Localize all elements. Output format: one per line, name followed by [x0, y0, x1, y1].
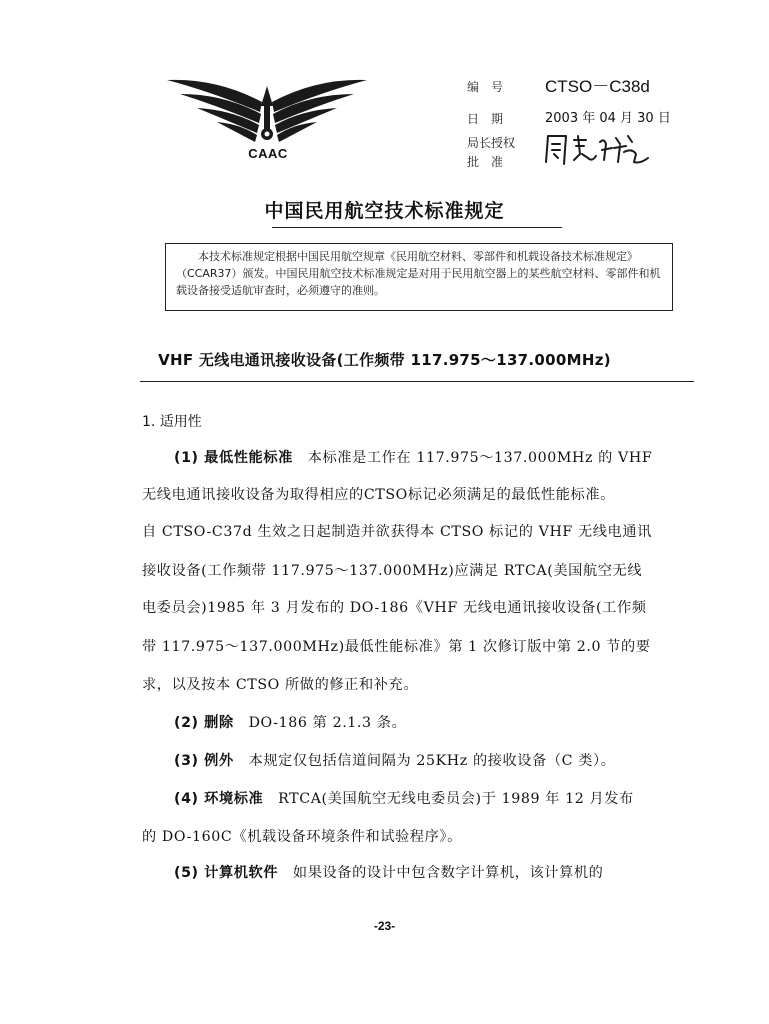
paragraph-line: 电委员会)1985 年 3 月发布的 DO-186《VHF 无线电通讯接收设备(工作频 — [142, 600, 647, 616]
section-heading: 1. 适用性 — [142, 414, 202, 430]
paragraph-label: (5) 计算机软件 — [174, 865, 279, 881]
paragraph-line: 带 117.975～137.000MHz)最低性能标准》第 1 次修订版中第 2.0 节的要 — [142, 639, 651, 655]
paragraph-line: (2) 删除 DO-186 第 2.1.3 条。 — [174, 715, 407, 731]
paragraph-line: 无线电通讯接收设备为取得相应的CTSO标记必须满足的最低性能标准。 — [142, 487, 615, 503]
handwritten-signature — [540, 128, 660, 170]
subtitle-rule — [140, 381, 694, 382]
approval-label-2: 批 准 — [467, 155, 504, 169]
paragraph-line: 的 DO-160C《机载设备环境条件和试验程序》。 — [142, 829, 462, 845]
title-underline — [272, 227, 562, 228]
document-title: 中国民用航空技术标准规定 — [264, 200, 505, 222]
notice-box: 本技术标准规定根据中国民用航空规章《民用航空材料、零部件和机载设备技术标准规定》（CCAR37）颁发。中国民用航空技术标准规定是对用于民用航空器上的某些航空材料、零部件和机载设备接受适航审查时，必须遵守的准则。 — [165, 243, 673, 311]
paragraph-label: (1) 最低性能标准 — [174, 450, 293, 466]
paragraph-line: 自 CTSO-C37d 生效之日起制造并欲获得本 CTSO 标记的 VHF 无线电通讯 — [142, 524, 652, 540]
page-number: -23- — [373, 919, 396, 933]
paragraph-label: (4) 环境标准 — [174, 791, 264, 807]
org-abbreviation: CAAC — [248, 146, 288, 161]
date-label: 日 期 — [467, 112, 504, 126]
paragraph-label: (3) 例外 — [174, 753, 234, 769]
approval-label-1: 局长授权 — [467, 136, 516, 150]
paragraph-line: (4) 环境标准 RTCA(美国航空无线电委员会)于 1989 年 12 月发布 — [174, 791, 634, 807]
paragraph-line: (5) 计算机软件 如果设备的设计中包含数字计算机，该计算机的 — [174, 865, 604, 881]
paragraph-line: (1) 最低性能标准 本标准是工作在 117.975～137.000MHz 的 VHF — [174, 450, 653, 466]
paragraph-line: 接收设备(工作频带 117.975～137.000MHz)应满足 RTCA(美国航空无线 — [142, 563, 643, 579]
paragraph-line: 求，以及按本 CTSO 所做的修正和补充。 — [142, 677, 419, 693]
standard-subtitle: VHF 无线电通讯接收设备(工作频带 117.975～137.000MHz) — [158, 351, 611, 369]
doc-number-label: 编 号 — [467, 80, 504, 94]
paragraph-label: (2) 删除 — [174, 715, 234, 731]
paragraph-line: (3) 例外 本规定仅包括信道间隔为 25KHz 的接收设备（C 类）。 — [174, 753, 616, 769]
doc-number: CTSO－C38d — [545, 77, 650, 96]
doc-date: 2003 年 04 月 30 日 — [545, 111, 671, 126]
